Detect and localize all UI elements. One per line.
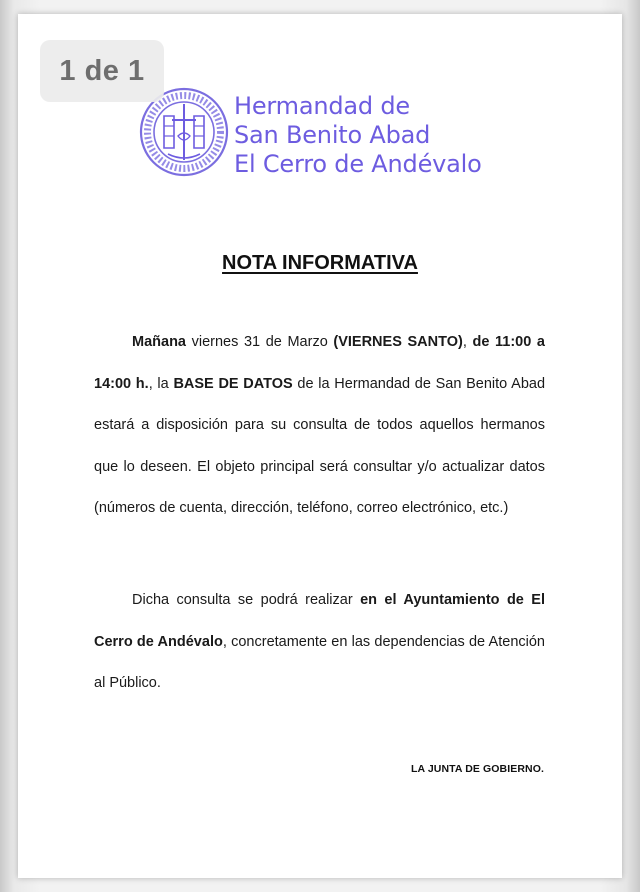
brand-line-1: Hermandad de — [234, 92, 410, 120]
text-run: , — [462, 334, 473, 350]
text-run: Dicha consulta se podrá realizar — [132, 592, 361, 608]
document-title-text: NOTA INFORMATIVA — [222, 252, 418, 274]
bold-text-run: Mañana — [132, 334, 186, 350]
signature: LA JUNTA DE GOBIERNO. — [411, 763, 544, 775]
paragraph-location — [94, 580, 545, 705]
paragraph-2-text — [94, 580, 545, 705]
brotherhood-name — [234, 92, 482, 179]
text-run: de la Hermandad de San Benito Abad estará a disposición para su consulta de todos aquellos hermanos que lo deseen. El objeto principal será consultar y/o actualizar datos (números de cuenta, dirección, teléfono, correo electrónico, etc.) — [94, 375, 546, 516]
bold-text-run: (VIERNES SANTO) — [333, 334, 463, 350]
brand-line-2: San Benito Abad — [234, 121, 431, 149]
bold-text-run: de 11:00 a 14:00 h. — [94, 334, 545, 392]
text-run: , concretamente en las dependencias de Atención al Público. — [94, 633, 545, 691]
bold-text-run: en el Ayuntamiento de El Cerro de Andévalo — [94, 592, 545, 650]
text-run: , la — [148, 375, 174, 392]
page-counter: 1 de 1 — [40, 40, 164, 102]
bold-text-run: BASE DE DATOS — [173, 375, 293, 392]
document-title — [0, 252, 640, 275]
text-run: viernes 31 de Marzo — [186, 334, 334, 350]
paragraph-1-text — [94, 322, 545, 530]
paragraph-availability — [94, 322, 545, 530]
brand-line-3: El Cerro de Andévalo — [234, 150, 482, 178]
